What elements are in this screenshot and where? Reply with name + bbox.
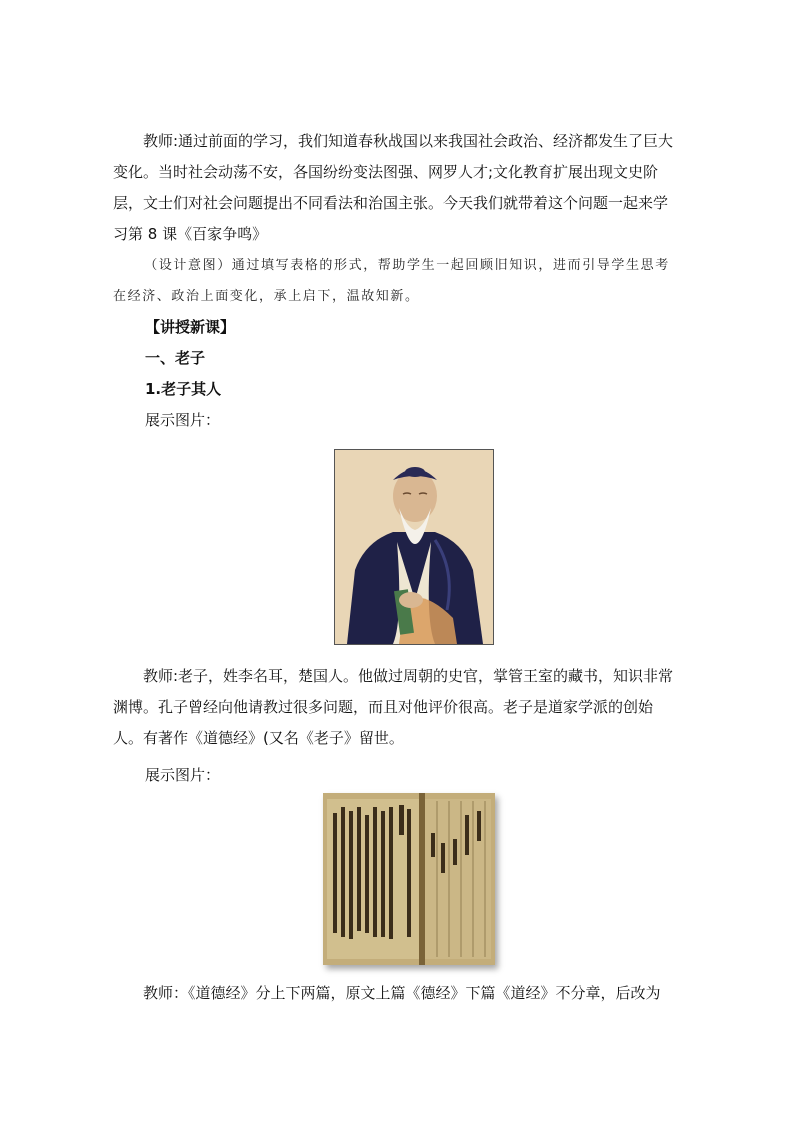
section-laozi-heading: 一、老子 xyxy=(145,349,206,367)
intro-paragraph: 教师:通过前面的学习，我们知道春秋战国以来我国社会政治、经济都发生了巨大变化。当时社会动荡不安，各国纷纷变法图强、网罗人才;文化教育扩展出现文史阶层，文士们对社会问题提出不同看法和治国主张。今天我们就带着这个问题一起来学习第 8 课《百家争鸣》 xyxy=(113,132,674,243)
daodejing-book-image xyxy=(323,793,495,965)
laozi-description-paragraph: 教师:老子，姓李名耳，楚国人。他做过周朝的史官，掌管王室的藏书，知识非常渊博。孔子曾经向他请教过很多问题，而且对他评价很高。老子是道家学派的创始人。有著作《道德经》(又名《老子》留世。 xyxy=(113,667,674,747)
daodejing-description-paragraph: 教师：《道德经》分上下两篇，原文上篇《德经》下篇《道经》不分章，后改为 xyxy=(143,984,661,1002)
design-intent-paragraph: （设计意图）通过填写表格的形式，帮助学生一起回顾旧知识，进而引导学生思考在经济、政治上面变化，承上启下，温故知新。 xyxy=(113,258,670,304)
show-image-label-1: 展示图片： xyxy=(145,411,221,429)
show-image-label-2: 展示图片： xyxy=(145,766,221,784)
subsection-laozi-person: 1.老子其人 xyxy=(145,380,222,398)
laozi-portrait-image xyxy=(334,449,494,645)
new-lesson-heading: 【讲授新课】 xyxy=(145,318,236,336)
